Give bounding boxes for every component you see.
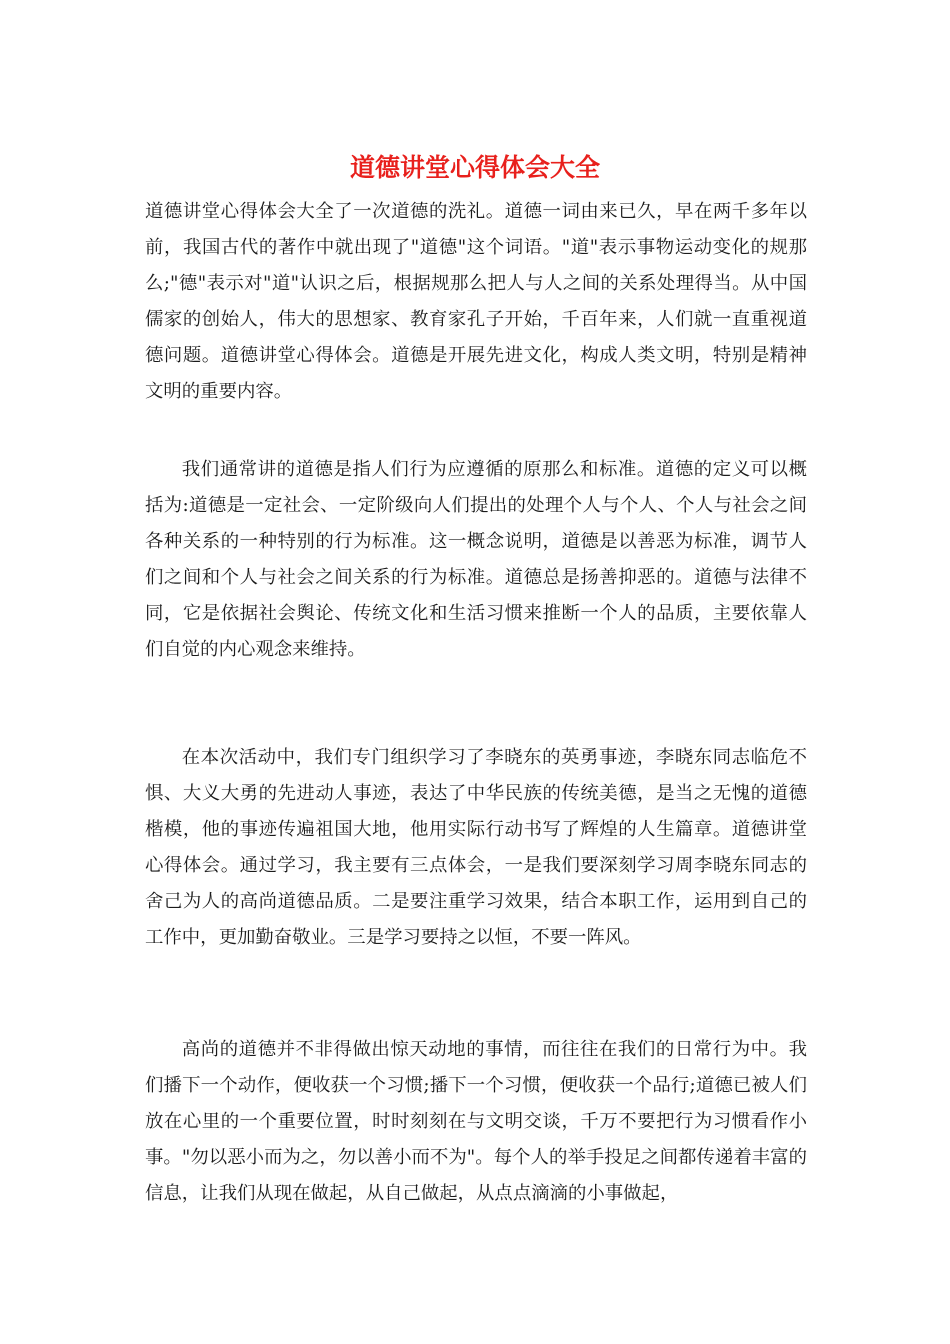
document-title: 道德讲堂心得体会大全 <box>349 153 600 182</box>
paragraph-1: 道德讲堂心得体会大全了一次道德的洗礼。道德一词由来已久，早在两千多年以前，我国古代的著作中就出现了"道德"这个词语。"道"表示事物运动变化的规那么;"德"表示对"道"认识之后，根据规那么把人与人之间的关系处理得当。从中国儒家的创始人，伟大的思想家、教育家孔子开始，千百年来，人们就一直重视道德问题。道德讲堂心得体会。道德是开展先进文化，构成人类文明，特别是精神文明的重要内容。 <box>145 201 807 402</box>
paragraph-2: 我们通常讲的道德是指人们行为应遵循的原那么和标准。道德的定义可以概括为:道德是一定社会、一定阶级向人们提出的处理个人与个人、个人与社会之间各种关系的一种特别的行为标准。这一概念说明，道德是以善恶为标准，调节人们之间和个人与社会之间关系的行为标准。道德总是扬善抑恶的。道德与法律不同，它是依据社会舆论、传统文化和生活习惯来推断一个人的品质，主要依靠人们自觉的内心观念来维持。 <box>145 459 807 660</box>
paragraph-3: 在本次活动中，我们专门组织学习了李晓东的英勇事迹，李晓东同志临危不惧、大义大勇的先进动人事迹，表达了中华民族的传统美德，是当之无愧的道德楷模，他的事迹传遍祖国大地，他用实际行动书写了辉煌的人生篇章。道德讲堂心得体会。通过学习，我主要有三点体会，一是我们要深刻学习周李晓东同志的舍己为人的高尚道德品质。二是要注重学习效果，结合本职工作，运用到自己的工作中，更加勤奋敬业。三是学习要持之以恒，不要一阵风。 <box>145 747 807 948</box>
paragraph-4: 高尚的道德并不非得做出惊天动地的事情，而往往在我们的日常行为中。我们播下一个动作，便收获一个习惯;播下一个习惯，便收获一个品行;道德已被人们放在心里的一个重要位置，时时刻刻在与文明交谈，千万不要把行为习惯看作小事。"勿以恶小而为之，勿以善小而不为"。每个人的举手投足之间都传递着丰富的信息，让我们从现在做起，从自己做起，从点点滴滴的小事做起， <box>145 1039 807 1204</box>
